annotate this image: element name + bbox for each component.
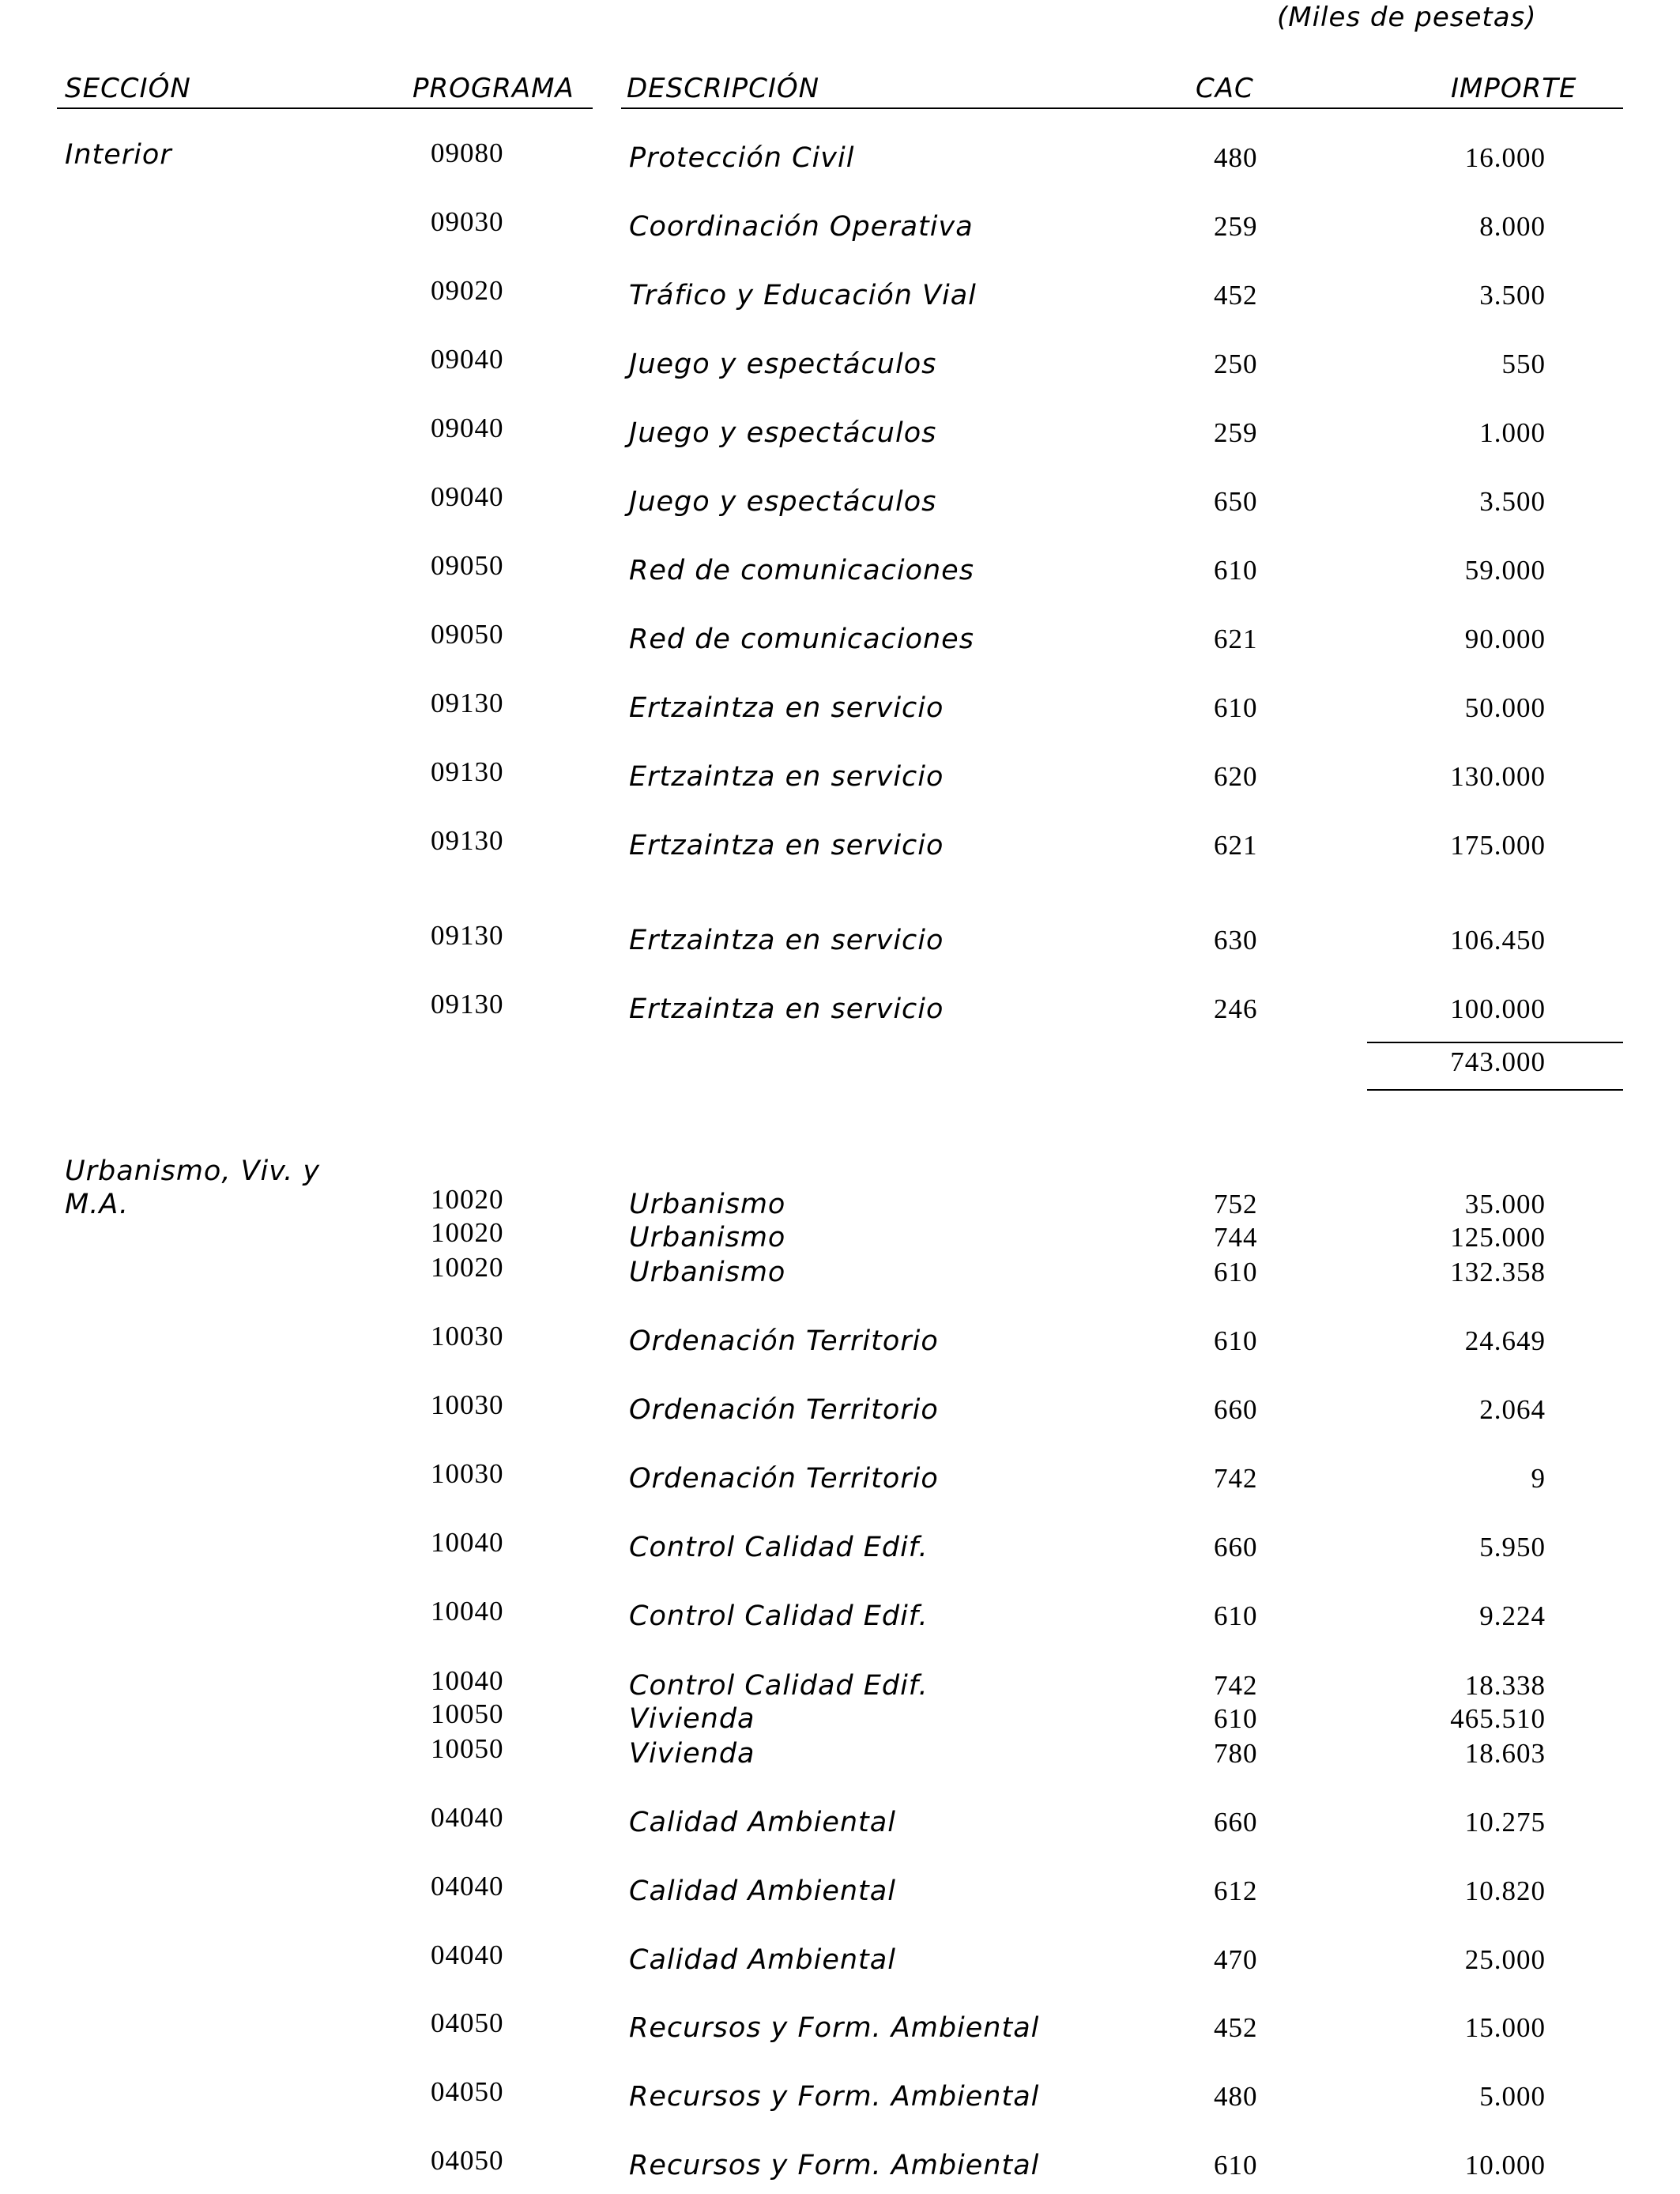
- importe-cell: 16.000: [1464, 142, 1546, 173]
- programa-cell: 09050: [431, 619, 504, 650]
- header-cac: CAC: [1196, 73, 1254, 104]
- importe-cell: 5.000: [1479, 2081, 1546, 2112]
- programa-cell: 09130: [431, 920, 504, 951]
- importe-cell: 90.000: [1464, 624, 1546, 654]
- descripcion-cell: Coordinación Operativa: [629, 211, 974, 243]
- cac-cell: 610: [1214, 555, 1258, 586]
- descripcion-cell: Ertzaintza en servicio: [629, 993, 944, 1025]
- programa-cell: 09080: [431, 138, 504, 168]
- programa-cell: 10020: [431, 1184, 504, 1215]
- importe-cell: 25.000: [1464, 1944, 1546, 1975]
- programa-cell: 04050: [431, 2145, 504, 2176]
- cac-cell: 452: [1214, 280, 1258, 311]
- importe-cell: 175.000: [1450, 830, 1546, 861]
- importe-cell: 10.275: [1464, 1807, 1546, 1838]
- importe-cell: 100.000: [1450, 993, 1546, 1024]
- importe-cell: 1.000: [1479, 417, 1546, 448]
- programa-cell: 10030: [431, 1321, 504, 1351]
- descripcion-cell: Urbanismo: [629, 1222, 786, 1253]
- importe-cell: 3.500: [1479, 486, 1546, 517]
- importe-cell: 10.000: [1464, 2150, 1546, 2181]
- cac-cell: 752: [1214, 1189, 1258, 1220]
- descripcion-cell: Ordenación Territorio: [629, 1394, 939, 1426]
- cac-cell: 660: [1214, 1532, 1258, 1563]
- programa-cell: 10020: [431, 1217, 504, 1248]
- cac-cell: 650: [1214, 486, 1258, 517]
- programa-cell: 10020: [431, 1252, 504, 1283]
- programa-cell: 10040: [431, 1596, 504, 1627]
- descripcion-cell: Ordenación Territorio: [629, 1325, 939, 1357]
- header-rule-right: [621, 107, 1623, 109]
- cac-cell: 621: [1214, 624, 1258, 654]
- cac-cell: 259: [1214, 417, 1258, 448]
- cac-cell: 480: [1214, 142, 1258, 173]
- programa-cell: 10040: [431, 1665, 504, 1696]
- subtotal-rule-bottom: [1367, 1089, 1623, 1091]
- descripcion-cell: Control Calidad Edif.: [629, 1670, 929, 1702]
- importe-cell: 125.000: [1450, 1222, 1546, 1253]
- programa-cell: 09130: [431, 825, 504, 856]
- descripcion-cell: Ordenación Territorio: [629, 1463, 939, 1495]
- importe-cell: 106.450: [1450, 925, 1546, 956]
- descripcion-cell: Protección Civil: [629, 142, 855, 174]
- programa-cell: 09030: [431, 206, 504, 237]
- programa-cell: 09040: [431, 481, 504, 512]
- descripcion-cell: Ertzaintza en servicio: [629, 925, 944, 956]
- descripcion-cell: Recursos y Form. Ambiental: [629, 2081, 1040, 2113]
- programa-cell: 10030: [431, 1389, 504, 1420]
- header-descripcion: DESCRIPCIÓN: [627, 73, 820, 104]
- programa-cell: 09050: [431, 550, 504, 581]
- cac-cell: 246: [1214, 993, 1258, 1024]
- subtotal-rule-top: [1367, 1042, 1623, 1043]
- programa-cell: 09130: [431, 756, 504, 787]
- cac-cell: 610: [1214, 2150, 1258, 2181]
- programa-cell: 09040: [431, 344, 504, 375]
- cac-cell: 452: [1214, 2012, 1258, 2043]
- descripcion-cell: Calidad Ambiental: [629, 1807, 896, 1838]
- programa-cell: 10050: [431, 1698, 504, 1729]
- units-note: (Miles de pesetas): [1277, 2, 1537, 33]
- programa-cell: 10030: [431, 1458, 504, 1489]
- cac-cell: 744: [1214, 1222, 1258, 1253]
- importe-cell: 9: [1531, 1463, 1546, 1494]
- importe-cell: 465.510: [1450, 1703, 1546, 1734]
- descripcion-cell: Recursos y Form. Ambiental: [629, 2012, 1040, 2044]
- programa-cell: 10050: [431, 1733, 504, 1764]
- section-total: 743.000: [1450, 1046, 1546, 1077]
- descripcion-cell: Juego y espectáculos: [629, 349, 937, 380]
- importe-cell: 59.000: [1464, 555, 1546, 586]
- importe-cell: 130.000: [1450, 761, 1546, 792]
- descripcion-cell: Vivienda: [629, 1703, 755, 1735]
- descripcion-cell: Urbanismo: [629, 1189, 786, 1220]
- cac-cell: 620: [1214, 761, 1258, 792]
- programa-cell: 09040: [431, 413, 504, 443]
- descripcion-cell: Control Calidad Edif.: [629, 1532, 929, 1563]
- programa-cell: 04040: [431, 1802, 504, 1833]
- programa-cell: 04050: [431, 2076, 504, 2107]
- cac-cell: 610: [1214, 692, 1258, 723]
- programa-cell: 09130: [431, 688, 504, 718]
- programa-cell: 04040: [431, 1871, 504, 1902]
- cac-cell: 612: [1214, 1875, 1258, 1906]
- importe-cell: 10.820: [1464, 1875, 1546, 1906]
- programa-cell: 04040: [431, 1940, 504, 1970]
- cac-cell: 610: [1214, 1600, 1258, 1631]
- importe-cell: 8.000: [1479, 211, 1546, 242]
- programa-cell: 09130: [431, 989, 504, 1020]
- section-name: Urbanismo, Viv. y: [65, 1155, 321, 1187]
- descripcion-cell: Ertzaintza en servicio: [629, 830, 944, 861]
- descripcion-cell: Juego y espectáculos: [629, 417, 937, 449]
- header-programa: PROGRAMA: [412, 73, 574, 104]
- cac-cell: 480: [1214, 2081, 1258, 2112]
- importe-cell: 9.224: [1479, 1600, 1546, 1631]
- importe-cell: 18.338: [1464, 1670, 1546, 1701]
- descripcion-cell: Control Calidad Edif.: [629, 1600, 929, 1632]
- descripcion-cell: Recursos y Form. Ambiental: [629, 2150, 1040, 2181]
- importe-cell: 132.358: [1450, 1257, 1546, 1287]
- header-seccion: SECCIÓN: [65, 73, 191, 104]
- importe-cell: 5.950: [1479, 1532, 1546, 1563]
- importe-cell: 3.500: [1479, 280, 1546, 311]
- header-importe: IMPORTE: [1451, 73, 1577, 104]
- cac-cell: 250: [1214, 349, 1258, 379]
- cac-cell: 780: [1214, 1738, 1258, 1769]
- descripcion-cell: Ertzaintza en servicio: [629, 692, 944, 724]
- descripcion-cell: Vivienda: [629, 1738, 755, 1770]
- descripcion-cell: Tráfico y Educación Vial: [629, 280, 977, 311]
- importe-cell: 15.000: [1464, 2012, 1546, 2043]
- cac-cell: 742: [1214, 1670, 1258, 1701]
- cac-cell: 610: [1214, 1325, 1258, 1356]
- programa-cell: 09020: [431, 275, 504, 306]
- importe-cell: 50.000: [1464, 692, 1546, 723]
- programa-cell: 10040: [431, 1527, 504, 1558]
- cac-cell: 470: [1214, 1944, 1258, 1975]
- descripcion-cell: Urbanismo: [629, 1257, 786, 1288]
- cac-cell: 660: [1214, 1394, 1258, 1425]
- cac-cell: 259: [1214, 211, 1258, 242]
- cac-cell: 630: [1214, 925, 1258, 956]
- descripcion-cell: Red de comunicaciones: [629, 624, 974, 655]
- cac-cell: 742: [1214, 1463, 1258, 1494]
- descripcion-cell: Ertzaintza en servicio: [629, 761, 944, 793]
- descripcion-cell: Calidad Ambiental: [629, 1944, 896, 1976]
- section-name: Interior: [65, 139, 172, 171]
- cac-cell: 621: [1214, 830, 1258, 861]
- header-rule-left: [57, 107, 593, 109]
- cac-cell: 610: [1214, 1257, 1258, 1287]
- importe-cell: 550: [1501, 349, 1546, 379]
- importe-cell: 2.064: [1479, 1394, 1546, 1425]
- cac-cell: 660: [1214, 1807, 1258, 1838]
- programa-cell: 04050: [431, 2007, 504, 2038]
- importe-cell: 24.649: [1464, 1325, 1546, 1356]
- cac-cell: 610: [1214, 1703, 1258, 1734]
- section-name: M.A.: [65, 1189, 130, 1220]
- importe-cell: 35.000: [1464, 1189, 1546, 1220]
- importe-cell: 18.603: [1464, 1738, 1546, 1769]
- descripcion-cell: Juego y espectáculos: [629, 486, 937, 518]
- descripcion-cell: Red de comunicaciones: [629, 555, 974, 586]
- descripcion-cell: Calidad Ambiental: [629, 1875, 896, 1907]
